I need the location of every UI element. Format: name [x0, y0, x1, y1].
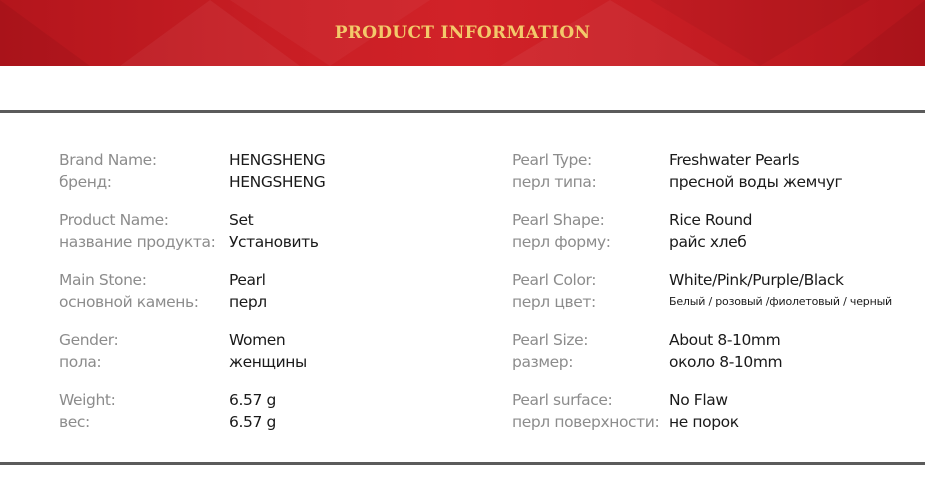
- main-stone-label-ru: основной камень:: [59, 293, 199, 311]
- pearl-size-label-ru: размер:: [512, 353, 574, 371]
- gender-value-ru: женщины: [229, 353, 307, 371]
- weight-label: Weight:: [59, 391, 116, 409]
- product-name-value: Set: [229, 211, 254, 229]
- brand-name-value: HENGSHENG: [229, 151, 326, 169]
- pearl-type-label: Pearl Type:: [512, 151, 592, 169]
- pearl-size-value-ru: около 8-10mm: [669, 353, 783, 371]
- pearl-surface-value: No Flaw: [669, 391, 728, 409]
- pearl-surface-value-ru: не порок: [669, 413, 739, 431]
- pearl-shape-label-ru: перл форму:: [512, 233, 611, 251]
- pearl-color-label-ru: перл цвет:: [512, 293, 596, 311]
- pearl-type-value: Freshwater Pearls: [669, 151, 800, 169]
- brand-name-label-ru: бренд:: [59, 173, 112, 191]
- brand-name-label: Brand Name:: [59, 151, 157, 169]
- product-name-label: Product Name:: [59, 211, 169, 229]
- brand-name-value-ru: HENGSHENG: [229, 173, 326, 191]
- product-name-label-ru: название продукта:: [59, 233, 216, 251]
- pearl-shape-value: Rice Round: [669, 211, 753, 229]
- pearl-surface-label-ru: перл поверхности:: [512, 413, 660, 431]
- top-divider: [0, 110, 925, 113]
- header-banner: [0, 0, 925, 66]
- main-stone-value: Pearl: [229, 271, 266, 289]
- pearl-type-value-ru: пресной воды жемчуг: [669, 173, 843, 191]
- pearl-size-label: Pearl Size:: [512, 331, 589, 349]
- weight-value: 6.57 g: [229, 391, 276, 409]
- gender-value: Women: [229, 331, 286, 349]
- banner-title: PRODUCT INFORMATION: [334, 23, 591, 43]
- weight-label-ru: вес:: [59, 413, 90, 431]
- pearl-color-label: Pearl Color:: [512, 271, 597, 289]
- gender-label-ru: пола:: [59, 353, 102, 371]
- main-stone-label: Main Stone:: [59, 271, 147, 289]
- bottom-divider: [0, 462, 925, 465]
- pearl-type-label-ru: перл типа:: [512, 173, 597, 191]
- product-name-value-ru: Установить: [229, 233, 319, 251]
- pearl-color-value-ru: Белый / розовый /фиолетовый / черный: [669, 295, 892, 308]
- pearl-color-value: White/Pink/Purple/Black: [669, 271, 844, 289]
- pearl-surface-label: Pearl surface:: [512, 391, 613, 409]
- weight-value-ru: 6.57 g: [229, 413, 276, 431]
- main-stone-value-ru: перл: [229, 293, 267, 311]
- gender-label: Gender:: [59, 331, 119, 349]
- pearl-size-value: About 8-10mm: [669, 331, 781, 349]
- pearl-shape-label: Pearl Shape:: [512, 211, 605, 229]
- pearl-shape-value-ru: райс хлеб: [669, 233, 747, 251]
